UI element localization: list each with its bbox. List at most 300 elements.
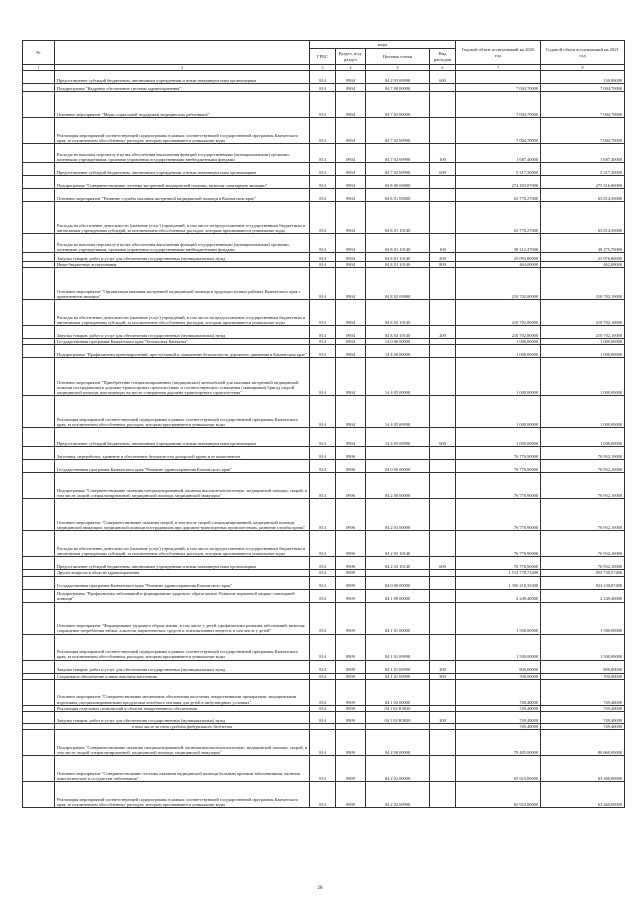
target-article-cell: 04 Б 01 10140: [366, 253, 430, 262]
target-article-cell: 04 Б 01 00000: [366, 189, 430, 202]
expense-type-cell: [430, 589, 456, 602]
item-name-cell: Другие вопросы в области здравоохранения: [55, 570, 310, 576]
table-row: [23, 602, 625, 634]
target-article-cell: 04 Б 00 00000: [366, 176, 430, 189]
expense-type-cell: 800: [430, 262, 456, 268]
section-cell: 0909: [336, 589, 366, 602]
section-cell: 0904: [336, 163, 366, 176]
amount-2020-cell: 2 249,40000: [456, 589, 541, 602]
expense-type-cell: [430, 499, 456, 531]
section-cell: 0904: [336, 345, 366, 358]
amount-2021-cell: 63 814,50000: [541, 202, 625, 234]
item-name-cell: Подпрограмма "Совершенствование системы экстренной медицинской помощи, включая санитарную авиацию": [55, 176, 310, 189]
amount-2020-cell: 749,40000: [456, 679, 541, 705]
section-cell: 0909: [336, 634, 366, 660]
row-number-cell: [23, 326, 55, 339]
header-exptype: Вид расходов: [430, 49, 456, 65]
table-row: [23, 396, 625, 428]
expense-type-cell: [430, 602, 456, 634]
row-number-cell: [23, 782, 55, 808]
amount-2020-cell: 464,00000: [456, 262, 541, 268]
amount-2020-cell: 1 000,00000: [456, 428, 541, 447]
amount-2020-cell: 7 004,70000: [456, 92, 541, 118]
amount-2021-cell: 1 000,00000: [541, 339, 625, 345]
expense-type-cell: 200: [430, 326, 456, 339]
item-name-cell: Подпрограмма "Профилактика правонарушений, преступлений и повышение безопасности дорожного движения в Камчатском крае": [55, 345, 310, 358]
target-article-cell: 14 4 00 00000: [366, 345, 430, 358]
table-row: [23, 163, 625, 176]
amount-2020-cell: 65 923,00000: [456, 782, 541, 808]
row-number-cell: [23, 447, 55, 460]
amount-2020-cell: 5 317,30000: [456, 163, 541, 176]
item-name-cell: Подпрограмма "Кадровое обеспечение системы здравоохранения": [55, 84, 310, 92]
row-number-cell: [23, 345, 55, 358]
section-cell: 0904: [336, 253, 366, 262]
table-row: [23, 447, 625, 460]
header-num: №: [23, 41, 55, 65]
grbs-cell: 814: [310, 326, 336, 339]
amount-2020-cell: 78 485,00000: [456, 730, 541, 756]
table-row: [23, 576, 625, 589]
target-article-cell: 04 2 03 10140: [366, 531, 430, 557]
target-article-cell: 04 2 00 00000: [366, 473, 430, 499]
table-row: [23, 358, 625, 396]
amount-2021-cell: 210 702,10000: [541, 326, 625, 339]
amount-2020-cell: 76 776,90000: [456, 557, 541, 570]
amount-2021-cell: 210 702,10000: [541, 268, 625, 300]
header-name: [55, 41, 310, 65]
section-cell: 0904: [336, 326, 366, 339]
amount-2021-cell: 7 004,70000: [541, 118, 625, 144]
target-article-cell: 04 0 00 00000: [366, 576, 430, 589]
column-number: 6: [430, 65, 456, 71]
section-cell: 0904: [336, 202, 366, 234]
amount-2021-cell: 1 687,40000: [541, 144, 625, 163]
grbs-cell: 814: [310, 163, 336, 176]
item-name-cell: Закупка товаров, работ и услуг для обеспечения государственных (муниципальных) нужд: [55, 253, 310, 262]
section-cell: 0909: [336, 730, 366, 756]
amount-2020-cell: 1 356 218,35400: [456, 576, 541, 589]
amount-2020-cell: 1 500,00000: [456, 634, 541, 660]
expense-type-cell: [430, 531, 456, 557]
amount-2021-cell: 2 249,40000: [541, 589, 625, 602]
amount-2020-cell: 1 687,40000: [456, 144, 541, 163]
table-row: [23, 730, 625, 756]
target-article-cell: 04 7 02 69990: [366, 118, 430, 144]
row-number-cell: [23, 84, 55, 92]
target-article-cell: 04 0 00 00000: [366, 460, 430, 473]
grbs-cell: 814: [310, 589, 336, 602]
row-number-cell: [23, 679, 55, 705]
grbs-cell: 814: [310, 570, 336, 576]
expense-type-cell: 100: [430, 144, 456, 163]
expense-type-cell: [430, 176, 456, 189]
grbs-cell: 814: [310, 447, 336, 460]
row-number-cell: [23, 144, 55, 163]
amount-2021-cell: 1 500,00000: [541, 602, 625, 634]
item-name-cell: Основное мероприятие "Совершенствование системы оказания медицинской помощи больным прочими заболеваниями, включая онкологические и сосудистые заболевания": [55, 756, 310, 782]
item-name-cell: Социальное обеспечение и иные выплаты населению: [55, 673, 310, 679]
item-name-cell: Закупка товаров, работ и услуг для обеспечения государственных (муниципальных) нужд: [55, 326, 310, 339]
amount-2021-cell: 749,40000: [541, 705, 625, 711]
row-number-cell: [23, 253, 55, 262]
table-row: [23, 460, 625, 473]
table-row: [23, 673, 625, 679]
grbs-cell: 814: [310, 602, 336, 634]
row-number-cell: [23, 268, 55, 300]
amount-2020-cell: 65 923,00000: [456, 756, 541, 782]
amount-2021-cell: 63 360,00000: [541, 782, 625, 808]
section-cell: 0906: [336, 460, 366, 473]
target-article-cell: 04 Б 02 00000: [366, 268, 430, 300]
table-row: [23, 118, 625, 144]
column-number: 8: [541, 65, 625, 71]
amount-2021-cell: 76 932,10000: [541, 531, 625, 557]
section-cell: 0904: [336, 71, 366, 84]
table-row: [23, 189, 625, 202]
item-name-cell: Предоставление субсидий бюджетным, автономным учреждениям и иным некоммерческим организациям: [55, 163, 310, 176]
section-cell: 0904: [336, 234, 366, 253]
amount-2021-cell: 38 275,70000: [541, 234, 625, 253]
grbs-cell: 814: [310, 176, 336, 189]
column-number: 3: [310, 65, 336, 71]
grbs-cell: 814: [310, 576, 336, 589]
grbs-cell: 814: [310, 396, 336, 428]
expense-type-cell: [430, 92, 456, 118]
item-name-cell: Закупка товаров, работ и услуг для обеспечения государственных (муниципальных) нужд: [55, 660, 310, 673]
table-row: [23, 705, 625, 711]
row-number-cell: [23, 92, 55, 118]
expense-type-cell: 600: [430, 71, 456, 84]
section-cell: 0909: [336, 570, 366, 576]
amount-2021-cell: 76 932,10000: [541, 499, 625, 531]
column-number: 4: [336, 65, 366, 71]
amount-2020-cell: 1 500,00000: [456, 602, 541, 634]
section-cell: 0904: [336, 144, 366, 163]
section-cell: 0906: [336, 473, 366, 499]
table-row: [23, 84, 625, 92]
table-row: [23, 557, 625, 570]
grbs-cell: 814: [310, 92, 336, 118]
page-number: 28: [317, 886, 323, 891]
grbs-cell: 814: [310, 84, 336, 92]
row-number-cell: [23, 660, 55, 673]
expense-type-cell: [430, 189, 456, 202]
section-cell: 0909: [336, 602, 366, 634]
row-number-cell: [23, 358, 55, 396]
item-name-cell: Расходы на выплаты персоналу в целях обеспечения выполнения функций государственными (муниципальными) органами, казенными учреждениями, органами управления государственными внебюджетными фондами: [55, 234, 310, 253]
section-cell: 0904: [336, 189, 366, 202]
grbs-cell: 814: [310, 499, 336, 531]
expense-type-cell: [430, 358, 456, 396]
item-name-cell: Реализация мероприятий соответствующей подпрограммы в рамках соответствующей государственной программы Камчатского края, за исключением обособленных расходов, которым присваиваются уникальные коды: [55, 634, 310, 660]
table-row: [23, 253, 625, 262]
grbs-cell: 814: [310, 473, 336, 499]
grbs-cell: 814: [310, 358, 336, 396]
grbs-cell: 814: [310, 253, 336, 262]
expense-type-cell: [430, 634, 456, 660]
section-cell: 0909: [336, 705, 366, 711]
item-name-cell: Государственная программа Камчатского края "Развитие здравоохранения Камчатского края": [55, 576, 310, 589]
grbs-cell: 814: [310, 71, 336, 84]
target-article-cell: 04 7 00 00000: [366, 84, 430, 92]
amount-2021-cell: 63 814,50000: [541, 189, 625, 202]
section-cell: 0904: [336, 358, 366, 396]
amount-2020-cell: 800,00000: [456, 660, 541, 673]
table-row: [23, 71, 625, 84]
expense-type-cell: 200: [430, 712, 456, 724]
table-row: [23, 234, 625, 253]
amount-2021-cell: 275 516,00000: [541, 176, 625, 189]
row-number-cell: [23, 71, 55, 84]
row-number-cell: [23, 499, 55, 531]
item-name-cell: Подпрограмма "Профилактика заболеваний и формирование здорового образа жизни. Развитие первичной медико-санитарной помощи": [55, 589, 310, 602]
row-number-cell: [23, 202, 55, 234]
target-article-cell: 04 Б 01 10140: [366, 234, 430, 253]
expense-type-cell: 200: [430, 660, 456, 673]
amount-2021-cell: 955 730,57400: [541, 570, 625, 576]
row-number-cell: [23, 234, 55, 253]
grbs-cell: 814: [310, 118, 336, 144]
section-cell: 0906: [336, 557, 366, 570]
budget-table-page: [22, 40, 624, 808]
amount-2021-cell: 63 360,00000: [541, 756, 625, 782]
amount-2020-cell: 76 776,90000: [456, 499, 541, 531]
amount-2021-cell: 749,40000: [541, 724, 625, 730]
target-article-cell: 04 1 02 R3820: [366, 712, 430, 724]
table-row: [23, 326, 625, 339]
expense-type-cell: 200: [430, 253, 456, 262]
row-number-cell: [23, 428, 55, 447]
section-cell: 0904: [336, 118, 366, 144]
amount-2021-cell: 80 660,00000: [541, 730, 625, 756]
header-grbs: ГРБС: [310, 49, 336, 65]
grbs-cell: 814: [310, 782, 336, 808]
target-article-cell: 04 Б 01 10140: [366, 262, 430, 268]
row-number-cell: [23, 473, 55, 499]
item-name-cell: Предоставление субсидий бюджетным, автономным учреждениям и иным некоммерческим организациям: [55, 71, 310, 84]
grbs-cell: 814: [310, 634, 336, 660]
grbs-cell: 814: [310, 339, 336, 345]
target-article-cell: 04 Б 02 10140: [366, 300, 430, 326]
budget-table: [22, 40, 625, 808]
target-article-cell: 04 2 02 69990: [366, 782, 430, 808]
amount-2020-cell: 25 093,80000: [456, 253, 541, 262]
expense-type-cell: [430, 345, 456, 358]
expense-type-cell: [430, 396, 456, 428]
table-row: [23, 268, 625, 300]
grbs-cell: 814: [310, 712, 336, 724]
item-name-cell: Основное мероприятие "Формирование здорового образа жизни, в том числе у детей, профилактика развития заболеваний, включая сокращение потребления табака, алкоголя, наркотических средств и психоактивных веществ, в том числе у детей": [55, 602, 310, 634]
amount-2020-cell: 1 000,00000: [456, 358, 541, 396]
target-article-cell: 04 2 03 10140: [366, 557, 430, 570]
target-article-cell: 14 4 05 69990: [366, 428, 430, 447]
target-article-cell: 04 7 02 69990: [366, 163, 430, 176]
grbs-cell: 814: [310, 557, 336, 570]
target-article-cell: 04 7 02 00000: [366, 92, 430, 118]
item-name-cell: Основное мероприятие "Совершенствование механизмов обеспечения населения лекарственными препаратами, медицинскими изделиями, специализированными продуктами лечебного питания для детей в амбулаторных условиях": [55, 679, 310, 705]
section-cell: 0904: [336, 300, 366, 326]
expense-type-cell: 600: [430, 163, 456, 176]
section-cell: 0909: [336, 756, 366, 782]
item-name-cell: Подпрограмма "Совершенствование оказания специализированной, включая высокотехнологичную, медицинской помощи, скорой, в том числе скорой специализированной, медицинской помощи, медицинской эвакуации": [55, 730, 310, 756]
grbs-cell: 814: [310, 679, 336, 705]
amount-2020-cell: 1 000,00000: [456, 345, 541, 358]
item-name-cell: Основное мероприятие "Развитие службы оказания экстренной медицинской помощи в Камчатском крае": [55, 189, 310, 202]
table-row: [23, 531, 625, 557]
item-name-cell: Предоставление субсидий бюджетным, автономным учреждениям и иным некоммерческим организациям: [55, 557, 310, 570]
section-cell: 0909: [336, 576, 366, 589]
section-cell: 0904: [336, 92, 366, 118]
amount-2020-cell: 1 512 778,73400: [456, 570, 541, 576]
amount-2021-cell: 76 932,10000: [541, 473, 625, 499]
table-row: [23, 300, 625, 326]
table-row: [23, 144, 625, 163]
table-row: [23, 345, 625, 358]
table-row: [23, 473, 625, 499]
grbs-cell: 814: [310, 262, 336, 268]
amount-2021-cell: 462,00000: [541, 262, 625, 268]
amount-2021-cell: 1 000,00000: [541, 345, 625, 358]
header-section: Раздел, под-раздел: [336, 49, 366, 65]
amount-2020-cell: 63 770,27000: [456, 189, 541, 202]
expense-type-cell: [430, 268, 456, 300]
amount-2020-cell: 749,40000: [456, 724, 541, 730]
section-cell: 0909: [336, 660, 366, 673]
item-name-cell: в том числе за счет средств федерального бюджета: [55, 724, 310, 730]
section-cell: 0909: [336, 673, 366, 679]
table-row: [23, 782, 625, 808]
row-number-cell: [23, 176, 55, 189]
section-cell: 0904: [336, 268, 366, 300]
item-name-cell: Предоставление субсидий бюджетным, автономным учреждениям и иным некоммерческим организациям: [55, 428, 310, 447]
item-name-cell: Иные бюджетные ассигнования: [55, 262, 310, 268]
amount-2020-cell: 76 776,90000: [456, 531, 541, 557]
target-article-cell: 04 2 00 00000: [366, 730, 430, 756]
grbs-cell: 814: [310, 460, 336, 473]
section-cell: 0904: [336, 428, 366, 447]
column-number: 1: [23, 65, 55, 71]
table-header: [23, 41, 625, 71]
amount-2021-cell: 700,00000: [541, 673, 625, 679]
grbs-cell: 814: [310, 345, 336, 358]
item-name-cell: Основное мероприятие "Организация оказания экстренной медицинской помощи в труднодоступных районах Камчатского края с применением авиации": [55, 268, 310, 300]
row-number-cell: [23, 756, 55, 782]
amount-2021-cell: 130,00000: [541, 71, 625, 84]
amount-2020-cell: 700,00000: [456, 673, 541, 679]
amount-2020-cell: 749,40000: [456, 705, 541, 711]
section-cell: 0904: [336, 176, 366, 189]
amount-2020-cell: 210 702,80000: [456, 300, 541, 326]
target-article-cell: 14 4 05 69990: [366, 396, 430, 428]
table-row: [23, 92, 625, 118]
amount-2021-cell: 76 932,10000: [541, 557, 625, 570]
target-article-cell: 14 0 00 00000: [366, 339, 430, 345]
expense-type-cell: 100: [430, 234, 456, 253]
grbs-cell: 814: [310, 234, 336, 253]
row-number-cell: [23, 118, 55, 144]
target-article-cell: 04 1 01 69990: [366, 673, 430, 679]
amount-2020-cell: 1 000,00000: [456, 396, 541, 428]
grbs-cell: 814: [310, 673, 336, 679]
item-name-cell: Заготовка, переработка, хранение и обеспечение безопасности донорской крови и ее компонентов: [55, 447, 310, 460]
target-article-cell: 04 2 02 00000: [366, 756, 430, 782]
section-cell: 0904: [336, 339, 366, 345]
table-row: [23, 262, 625, 268]
grbs-cell: 814: [310, 730, 336, 756]
grbs-cell: 814: [310, 268, 336, 300]
grbs-cell: 814: [310, 428, 336, 447]
expense-type-cell: 600: [430, 428, 456, 447]
header-2020: Годовой объем ассигнований на 2020 год: [456, 41, 541, 65]
header-codes: коды: [310, 41, 456, 49]
table-row: [23, 339, 625, 345]
item-name-cell: Реализация отдельных полномочий в области лекарственного обеспечения: [55, 705, 310, 711]
section-cell: 0904: [336, 84, 366, 92]
amount-2021-cell: 76 932,10000: [541, 447, 625, 460]
amount-2021-cell: 1 000,00000: [541, 428, 625, 447]
amount-2020-cell: 7 004,70000: [456, 118, 541, 144]
row-number-cell: [23, 589, 55, 602]
expense-type-cell: [430, 300, 456, 326]
item-name-cell: Государственная программа Камчатского края "Безопасная Камчатка": [55, 339, 310, 345]
row-number-cell: [23, 460, 55, 473]
amount-2020-cell: 76 776,90000: [456, 473, 541, 499]
amount-2020-cell: 7 004,70000: [456, 84, 541, 92]
amount-2021-cell: 76 932,10000: [541, 460, 625, 473]
row-number-cell: [23, 557, 55, 570]
target-article-cell: 04 1 00 00000: [366, 589, 430, 602]
amount-2021-cell: 924 230,87400: [541, 576, 625, 589]
item-name-cell: Государственная программа Камчатского края "Развитие здравоохранения Камчатского края": [55, 460, 310, 473]
item-name-cell: Реализация мероприятий соответствующей подпрограммы в рамках соответствующей государственной программы Камчатского края, за исключением обособленных расходов, которым присваиваются уникальные коды: [55, 396, 310, 428]
grbs-cell: 814: [310, 202, 336, 234]
amount-2020-cell: 210 702,80000: [456, 326, 541, 339]
grbs-cell: 814: [310, 189, 336, 202]
target-article-cell: 04 2 03 00000: [366, 499, 430, 531]
table-row: [23, 634, 625, 660]
target-article-cell: 04 Б 01 10140: [366, 202, 430, 234]
amount-2020-cell: 749,40000: [456, 712, 541, 724]
target-article-cell: 04 1 01 69990: [366, 660, 430, 673]
amount-2021-cell: 1 000,00000: [541, 358, 625, 396]
row-number-cell: [23, 396, 55, 428]
column-number: 2: [55, 65, 310, 71]
amount-2020-cell: 76 776,90000: [456, 460, 541, 473]
grbs-cell: 814: [310, 660, 336, 673]
grbs-cell: 814: [310, 705, 336, 711]
expense-type-cell: [430, 202, 456, 234]
expense-type-cell: [430, 118, 456, 144]
expense-type-cell: [430, 679, 456, 705]
section-cell: 0904: [336, 262, 366, 268]
grbs-cell: 814: [310, 756, 336, 782]
item-name-cell: Расходы на выплаты персоналу в целях обеспечения выполнения функций государственными (муниципальными) органами, казенными учреждениями, органами управления государственными внебюджетными фондами: [55, 144, 310, 163]
table-row: [23, 176, 625, 189]
table-row: [23, 712, 625, 724]
section-cell: 0909: [336, 679, 366, 705]
expense-type-cell: [430, 782, 456, 808]
target-article-cell: 04 1 01 69990: [366, 634, 430, 660]
table-row: [23, 428, 625, 447]
column-number: 7: [456, 65, 541, 71]
table-row: [23, 499, 625, 531]
item-name-cell: Расходы на обеспечение деятельности (оказание услуг) учреждений, в том числе на предоставление государственным бюджетным и автономным учреждениям субсидий, за исключением обособленных расходов, которым присваиваются уникальные коды: [55, 202, 310, 234]
section-cell: 0906: [336, 447, 366, 460]
section-cell: 0909: [336, 782, 366, 808]
amount-2021-cell: 210 702,10000: [541, 300, 625, 326]
amount-2020-cell: 274 493,07000: [456, 176, 541, 189]
